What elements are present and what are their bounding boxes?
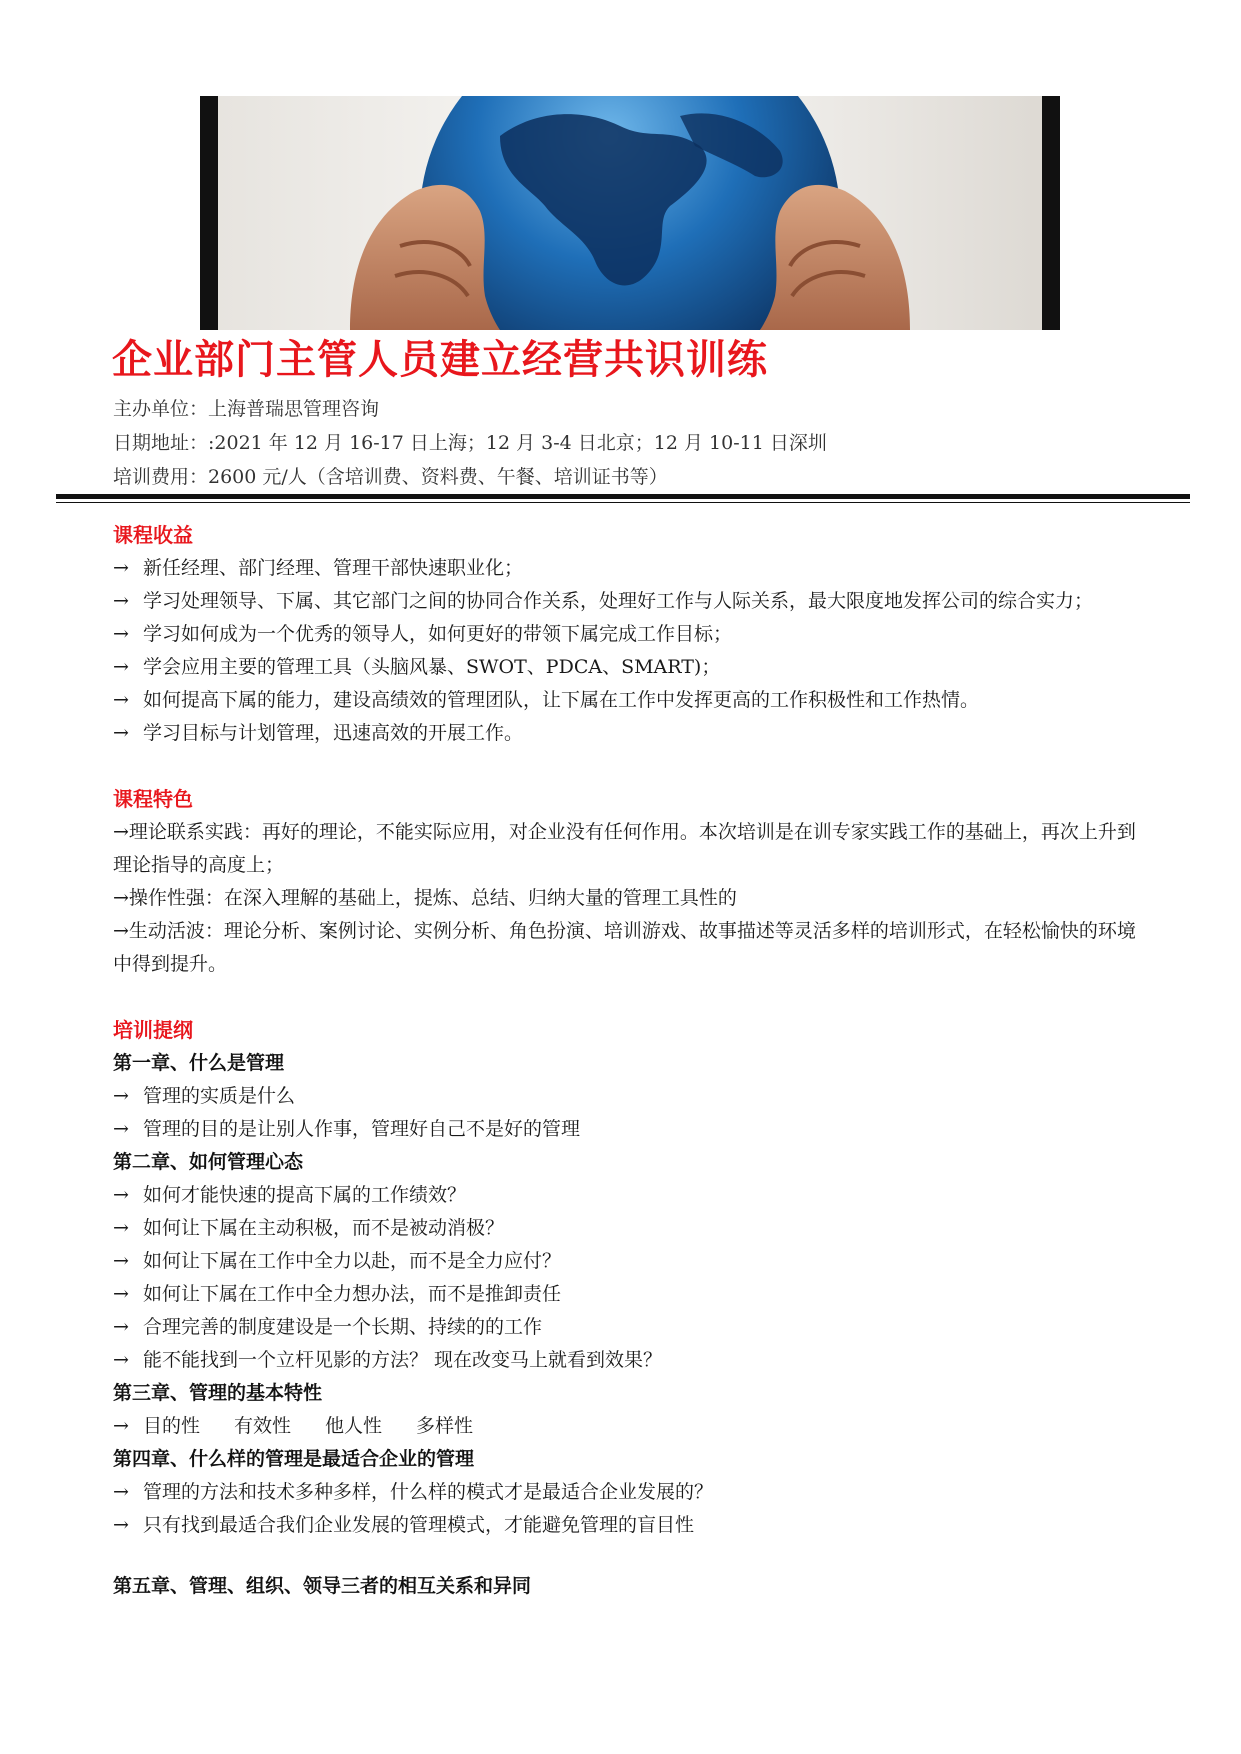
globe-in-hands-image <box>200 96 1060 330</box>
chapter-4-title: 第四章、什么样的管理是最适合企业的管理 <box>113 1448 475 1470</box>
feature-item: →理论联系实践：再好的理论，不能实际应用，对企业没有任何作用。本次培训是在训专家实践工作的基础上，再次上升到理论指导的高度上； <box>113 821 1136 876</box>
benefit-item: → 学习目标与计划管理，迅速高效的开展工作。 <box>113 717 1143 750</box>
benefit-item: → 如何提高下属的能力，建设高绩效的管理团队，让下属在工作中发挥更高的工作积极性和工作热情。 <box>113 684 1143 717</box>
trait: 他人性 <box>325 1415 383 1437</box>
trait: 多样性 <box>416 1415 474 1437</box>
outline-item: → 只有找到最适合我们企业发展的管理模式，才能避免管理的盲目性 <box>113 1509 1143 1542</box>
chapter-1-title: 第一章、什么是管理 <box>113 1052 285 1074</box>
arrow-icon: → <box>113 1118 129 1140</box>
arrow-icon: → <box>113 623 129 645</box>
benefit-item: → 学会应用主要的管理工具（头脑风暴、SWOT、PDCA、SMART)； <box>113 651 1143 684</box>
arrow-icon: → <box>113 1316 129 1338</box>
feature-item: →操作性强：在深入理解的基础上，提炼、总结、归纳大量的管理工具性的 <box>113 887 737 909</box>
course-content <box>113 518 1143 1603</box>
section-outline-title: 培训提纲 <box>113 1018 193 1042</box>
outline-item: → 如何才能快速的提高下属的工作绩效？ <box>113 1179 1143 1212</box>
outline-item: → 能不能找到一个立杆见影的方法？ 现在改变马上就看到效果？ <box>113 1344 1143 1377</box>
benefit-item: → 学习如何成为一个优秀的领导人，如何更好的带领下属完成工作目标； <box>113 618 1143 651</box>
feature-item: →生动活波：理论分析、案例讨论、实例分析、角色扮演、培训游戏、故事描述等灵活多样的培训形式，在轻松愉快的环境中得到提升。 <box>113 920 1136 975</box>
section-benefits-title: 课程收益 <box>113 523 193 547</box>
trait: 有效性 <box>234 1415 292 1437</box>
arrow-icon: → <box>113 590 129 612</box>
section-features-title: 课程特色 <box>113 787 193 811</box>
arrow-icon: → <box>113 557 129 579</box>
benefit-item: → 新任经理、部门经理、管理干部快速职业化； <box>113 552 1143 585</box>
arrow-icon: → <box>113 1217 129 1239</box>
arrow-icon: → <box>113 689 129 711</box>
arrow-icon: → <box>113 1250 129 1272</box>
outline-item: → 如何让下属在工作中全力想办法，而不是推卸责任 <box>113 1278 1143 1311</box>
chapter-5-title: 第五章、管理、组织、领导三者的相互关系和异同 <box>113 1575 532 1597</box>
chapter-2-title: 第二章、如何管理心态 <box>113 1151 304 1173</box>
date-location: 日期地址：:2021 年 12 月 16-17 日上海；12 月 3-4 日北京；12 月 10-11 日深圳 <box>113 432 827 454</box>
outline-item: → 管理的实质是什么 <box>113 1080 1143 1113</box>
header-divider-thick <box>56 494 1190 499</box>
outline-item: → 管理的目的是让别人作事，管理好自己不是好的管理 <box>113 1113 1143 1146</box>
arrow-icon: → <box>113 722 129 744</box>
organizer: 主办单位：上海普瑞思管理咨询 <box>113 398 380 420</box>
outline-item: → 合理完善的制度建设是一个长期、持续的的工作 <box>113 1311 1143 1344</box>
trait: 目的性 <box>143 1415 201 1437</box>
course-meta <box>113 392 827 494</box>
arrow-icon: → <box>113 1481 129 1503</box>
course-title: 企业部门主管人员建立经营共识训练 <box>112 337 768 383</box>
arrow-icon: → <box>113 1349 129 1371</box>
outline-item: → 如何让下属在主动积极，而不是被动消极？ <box>113 1212 1143 1245</box>
arrow-icon: → <box>113 1283 129 1305</box>
fee: 培训费用：2600 元/人（含培训费、资料费、午餐、培训证书等） <box>113 466 668 488</box>
outline-item: → 如何让下属在工作中全力以赴，而不是全力应付？ <box>113 1245 1143 1278</box>
outline-item: → 管理的方法和技术多种多样，什么样的模式才是最适合企业发展的？ <box>113 1476 1143 1509</box>
trait-list <box>113 1410 1143 1443</box>
benefit-item: → 学习处理领导、下属、其它部门之间的协同合作关系，处理好工作与人际关系，最大限度地发挥公司的综合实力； <box>113 585 1143 618</box>
globe-in-hands-banner <box>200 96 1060 330</box>
chapter-3-title: 第三章、管理的基本特性 <box>113 1382 323 1404</box>
arrow-icon: → <box>113 1514 129 1536</box>
arrow-icon: → <box>113 1085 129 1107</box>
arrow-icon: → <box>113 1184 129 1206</box>
header-divider-thin <box>56 502 1190 503</box>
arrow-icon: → <box>113 1415 129 1437</box>
arrow-icon: → <box>113 656 129 678</box>
